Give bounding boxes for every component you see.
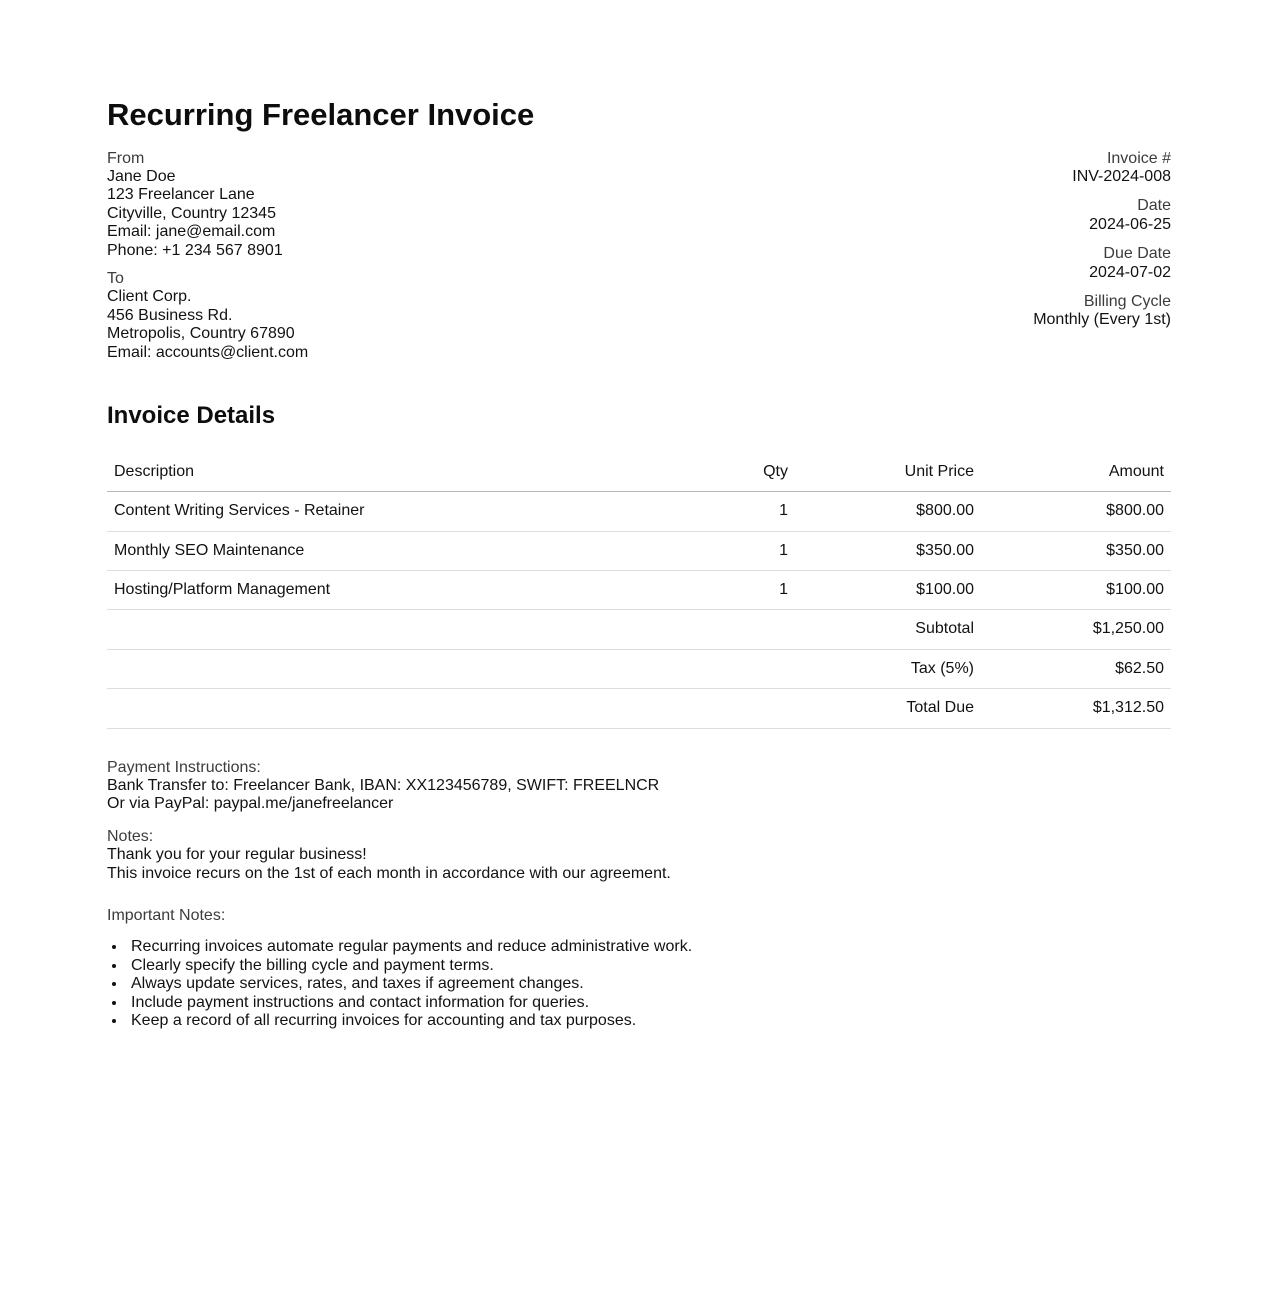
invoice-number-label: Invoice # xyxy=(1106,149,1171,167)
list-item: • Recurring invoices automate regular payments and reduce administrative work. xyxy=(127,938,1171,956)
important-notes-label: Important Notes: xyxy=(107,906,226,924)
list-item: • Always update services, rates, and taxes if agreement changes. xyxy=(127,975,1171,993)
from-label: From xyxy=(107,149,145,167)
empty-cell xyxy=(107,689,685,728)
to-block xyxy=(107,270,308,362)
invoice-details-heading: Invoice Details xyxy=(107,402,276,430)
empty-cell xyxy=(107,610,685,649)
table-row xyxy=(107,531,1171,570)
date-label: Date xyxy=(1137,197,1171,215)
empty-cell xyxy=(107,649,685,688)
subtotal-value: $1,250.00 xyxy=(981,610,1171,649)
column-header-amount: Amount xyxy=(981,453,1171,492)
column-header-unit-price: Unit Price xyxy=(795,453,981,492)
date-value: 2024-06-25 xyxy=(1089,215,1171,233)
item-description: Hosting/Platform Management xyxy=(107,570,685,609)
total-due-row xyxy=(107,689,1171,728)
from-phone: Phone: +1 234 567 8901 xyxy=(107,241,283,259)
item-qty: 1 xyxy=(685,492,795,531)
to-email: Email: accounts@client.com xyxy=(107,343,309,361)
tax-value: $62.50 xyxy=(981,649,1171,688)
table-row xyxy=(107,570,1171,609)
table-body xyxy=(107,492,1171,728)
to-address-line2: Metropolis, Country 67890 xyxy=(107,325,295,343)
due-date-label: Due Date xyxy=(1103,245,1171,263)
total-due-value: $1,312.50 xyxy=(981,689,1171,728)
empty-cell xyxy=(685,649,795,688)
invoice-meta xyxy=(1033,150,1171,341)
item-unit-price: $800.00 xyxy=(795,492,981,531)
from-name: Jane Doe xyxy=(107,168,176,186)
important-notes-section xyxy=(107,907,1171,1030)
item-qty: 1 xyxy=(685,531,795,570)
to-address-line1: 456 Business Rd. xyxy=(107,306,233,324)
item-amount: $100.00 xyxy=(981,570,1171,609)
meta-invoice-number xyxy=(1033,150,1171,187)
list-item: • Clearly specify the billing cycle and payment terms. xyxy=(127,957,1171,975)
notes-section xyxy=(107,828,1171,883)
item-qty: 1 xyxy=(685,570,795,609)
column-header-description: Description xyxy=(107,453,685,492)
meta-date xyxy=(1033,197,1171,234)
parties-section xyxy=(107,150,308,362)
invoice-number-value: INV-2024-008 xyxy=(1072,168,1171,186)
table-row xyxy=(107,492,1171,531)
column-header-qty: Qty xyxy=(685,453,795,492)
table-header-row xyxy=(107,453,1171,492)
item-amount: $350.00 xyxy=(981,531,1171,570)
subtotal-label: Subtotal xyxy=(795,610,981,649)
due-date-value: 2024-07-02 xyxy=(1089,263,1171,281)
billing-cycle-value: Monthly (Every 1st) xyxy=(1033,311,1171,329)
item-unit-price: $100.00 xyxy=(795,570,981,609)
item-amount: $800.00 xyxy=(981,492,1171,531)
notes-label: Notes: xyxy=(107,827,154,845)
to-label: To xyxy=(107,270,124,288)
payment-bank-transfer-line: Bank Transfer to: Freelancer Bank, IBAN: XX123456789, SWIFT: FREELNCR xyxy=(107,776,660,794)
tax-label: Tax (5%) xyxy=(795,649,981,688)
from-address-line2: Cityville, Country 12345 xyxy=(107,204,276,222)
page-title: Recurring Freelancer Invoice xyxy=(107,97,535,132)
payment-instructions-label: Payment Instructions: xyxy=(107,758,261,776)
important-notes-list xyxy=(107,938,1171,1030)
empty-cell xyxy=(685,610,795,649)
payment-instructions-section xyxy=(107,759,1171,814)
notes-line-1: Thank you for your regular business! xyxy=(107,846,367,864)
meta-billing-cycle xyxy=(1033,293,1171,330)
line-items-table xyxy=(107,453,1171,729)
billing-cycle-label: Billing Cycle xyxy=(1083,293,1171,311)
item-unit-price: $350.00 xyxy=(795,531,981,570)
table-header xyxy=(107,453,1171,492)
tax-row xyxy=(107,649,1171,688)
list-item: • Keep a record of all recurring invoices for accounting and tax purposes. xyxy=(127,1012,1171,1030)
payment-paypal-line: Or via PayPal: paypal.me/janefreelancer xyxy=(107,795,394,813)
invoice-header xyxy=(107,150,1171,362)
empty-cell xyxy=(685,689,795,728)
meta-due-date xyxy=(1033,245,1171,282)
total-due-label: Total Due xyxy=(795,689,981,728)
to-name: Client Corp. xyxy=(107,288,192,306)
list-item: • Include payment instructions and contact information for queries. xyxy=(127,994,1171,1012)
notes-line-2: This invoice recurs on the 1st of each month in accordance with our agreement. xyxy=(107,864,671,882)
from-email: Email: jane@email.com xyxy=(107,223,276,241)
subtotal-row xyxy=(107,610,1171,649)
from-address-line1: 123 Freelancer Lane xyxy=(107,186,255,204)
item-description: Content Writing Services - Retainer xyxy=(107,492,685,531)
from-block xyxy=(107,150,308,260)
item-description: Monthly SEO Maintenance xyxy=(107,531,685,570)
